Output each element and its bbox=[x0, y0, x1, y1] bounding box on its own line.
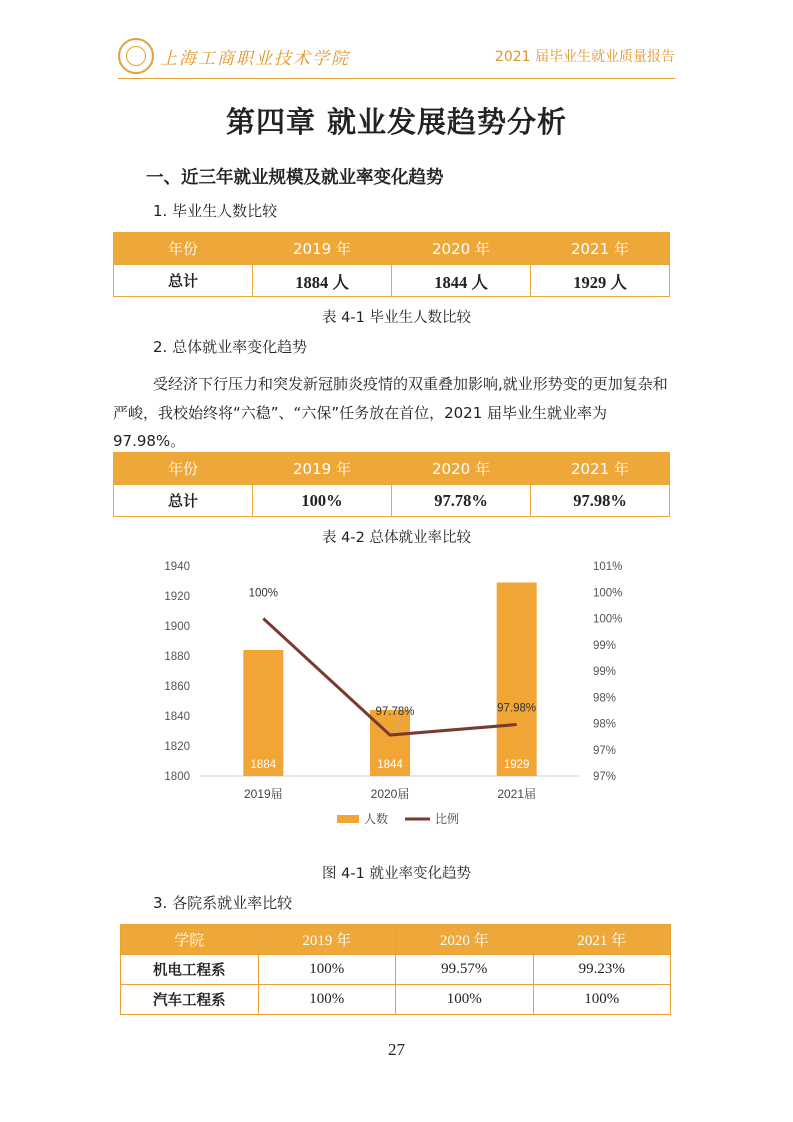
table-cell: 99.23% bbox=[533, 955, 671, 985]
table-row bbox=[121, 955, 671, 985]
table-header-cell: 学院 bbox=[121, 925, 259, 955]
table-header-cell: 2021 年 bbox=[531, 233, 670, 265]
row-label: 汽车工程系 bbox=[121, 985, 259, 1015]
row-label: 总计 bbox=[114, 265, 253, 297]
y-right-tick-label: 100% bbox=[593, 587, 623, 600]
bar bbox=[497, 583, 537, 777]
x-tick-label: 2020届 bbox=[370, 787, 410, 801]
department-rate-table bbox=[120, 924, 671, 1015]
employment-rate-table bbox=[113, 452, 670, 517]
y-right-tick-label: 100% bbox=[593, 613, 623, 626]
table-cell: 97.98% bbox=[531, 485, 670, 517]
table-header-cell: 年份 bbox=[114, 233, 253, 265]
y-right-tick-label: 98% bbox=[593, 692, 617, 705]
subheading-department-rate: 3. 各院系就业率比较 bbox=[153, 894, 293, 912]
table-cell: 100% bbox=[533, 985, 671, 1015]
report-title: 2021 届毕业生就业质量报告 bbox=[494, 49, 675, 65]
chapter-title: 第四章 就业发展趋势分析 bbox=[225, 105, 568, 139]
table-header-cell: 2019 年 bbox=[253, 233, 392, 265]
table-header-row bbox=[114, 453, 670, 485]
bar bbox=[243, 650, 283, 776]
table-row bbox=[114, 485, 670, 517]
y-left-tick-label: 1880 bbox=[164, 651, 190, 663]
table-cell: 99.57% bbox=[396, 955, 534, 985]
table-cell: 100% bbox=[396, 985, 534, 1015]
line-value-label: 100% bbox=[248, 587, 279, 600]
bar-value-label: 1929 bbox=[503, 759, 530, 771]
table-cell: 97.78% bbox=[392, 485, 531, 517]
table-header-cell: 2019 年 bbox=[258, 925, 396, 955]
y-right-tick-label: 99% bbox=[593, 666, 617, 678]
table-header-cell: 2021 年 bbox=[533, 925, 671, 955]
table-caption-2: 表 4-2 总体就业率比较 bbox=[322, 530, 471, 546]
line-value-label: 97.78% bbox=[375, 706, 415, 719]
y-left-tick-label: 1860 bbox=[164, 681, 190, 693]
employment-trend-chart bbox=[0, 550, 793, 840]
table-header-row bbox=[114, 233, 670, 265]
x-tick-label: 2021届 bbox=[497, 787, 537, 801]
school-name: 上海工商职业技术学院 bbox=[160, 49, 350, 69]
y-right-tick-label: 97% bbox=[593, 744, 617, 757]
y-left-tick-label: 1900 bbox=[164, 621, 190, 633]
table-header-row bbox=[121, 925, 671, 955]
y-right-tick-label: 98% bbox=[593, 718, 617, 731]
x-tick-label: 2019届 bbox=[243, 787, 283, 801]
legend-swatch-bar bbox=[337, 815, 359, 823]
legend-label: 人数 bbox=[364, 812, 389, 826]
body-paragraph: 受经济下行压力和突发新冠肺炎疫情的双重叠加影响,就业形势变的更加复杂和严峻，我校始终将“六稳”、“六保”任务放在首位，2021 届毕业生就业率为 97.98%。 bbox=[113, 375, 668, 450]
table-row bbox=[121, 985, 671, 1015]
table-row bbox=[114, 265, 670, 297]
table-caption-1: 表 4-1 毕业生人数比较 bbox=[322, 310, 471, 326]
table-header-cell: 2020 年 bbox=[392, 453, 531, 485]
page-header bbox=[0, 0, 793, 78]
subheading-employment-rate: 2. 总体就业率变化趋势 bbox=[153, 338, 308, 356]
header-divider bbox=[118, 78, 675, 79]
legend-label: 比例 bbox=[435, 812, 460, 826]
school-logo-icon bbox=[118, 38, 154, 74]
table-header-cell: 2020 年 bbox=[396, 925, 534, 955]
y-right-tick-label: 101% bbox=[593, 561, 623, 573]
table-cell: 100% bbox=[258, 955, 396, 985]
y-left-tick-label: 1840 bbox=[164, 711, 190, 723]
y-right-tick-label: 97% bbox=[593, 771, 617, 783]
y-right-tick-label: 99% bbox=[593, 639, 617, 652]
table-cell: 1929 人 bbox=[531, 265, 670, 297]
table-header-cell: 2021 年 bbox=[531, 453, 670, 485]
graduate-count-table bbox=[113, 232, 670, 297]
y-left-tick-label: 1820 bbox=[164, 741, 190, 753]
table-cell: 1844 人 bbox=[392, 265, 531, 297]
y-left-tick-label: 1800 bbox=[164, 771, 190, 783]
table-cell: 100% bbox=[258, 985, 396, 1015]
table-cell: 100% bbox=[253, 485, 392, 517]
subheading-graduate-count: 1. 毕业生人数比较 bbox=[153, 202, 278, 220]
table-header-cell: 2020 年 bbox=[392, 233, 531, 265]
row-label: 机电工程系 bbox=[121, 955, 259, 985]
y-left-tick-label: 1940 bbox=[164, 561, 190, 573]
bar-value-label: 1844 bbox=[377, 759, 403, 771]
row-label: 总计 bbox=[114, 485, 253, 517]
figure-caption: 图 4-1 就业率变化趋势 bbox=[322, 866, 471, 882]
table-header-cell: 2019 年 bbox=[253, 453, 392, 485]
page-number: 27 bbox=[388, 1040, 405, 1059]
line-value-label: 97.98% bbox=[497, 702, 537, 715]
table-cell: 1884 人 bbox=[253, 265, 392, 297]
table-header-cell: 年份 bbox=[114, 453, 253, 485]
y-left-tick-label: 1920 bbox=[164, 591, 190, 603]
section-heading: 一、近三年就业规模及就业率变化趋势 bbox=[146, 168, 444, 188]
bar-value-label: 1884 bbox=[250, 759, 277, 771]
